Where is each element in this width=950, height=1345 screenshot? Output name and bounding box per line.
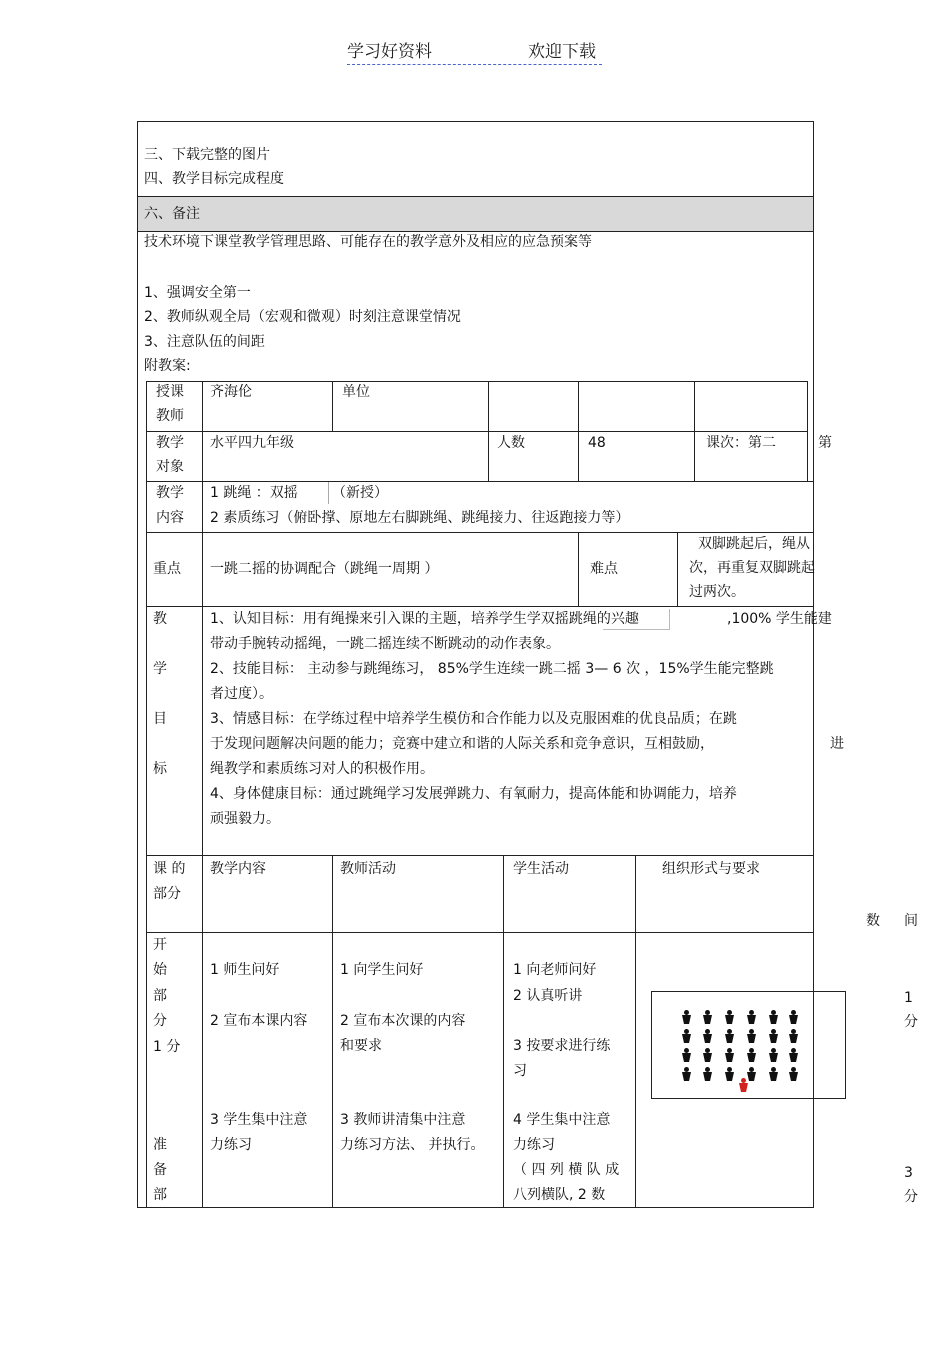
content-item: 2 宣布本课内容 <box>210 1013 308 1029</box>
col-part: 课 的 <box>153 861 186 877</box>
student-item: 1 向老师问好 <box>513 962 597 978</box>
student-figure <box>789 1010 798 1024</box>
part-prep: 备 <box>153 1162 167 1178</box>
object-label: 教学 <box>156 435 184 451</box>
header-right: 欢迎下载 <box>528 42 596 62</box>
session-overflow: 第 <box>818 435 832 451</box>
goal-line: 3、情感目标：在学练过程中培养学生模仿和合作能力以及克服困难的优良品质；在跳 <box>210 711 737 727</box>
teacher-item: 和要求 <box>340 1038 382 1054</box>
student-figure <box>747 1029 756 1043</box>
part-start: 始 <box>153 962 167 978</box>
goal-line: 绳教学和素质练习对人的积极作用。 <box>210 761 434 777</box>
student-figure <box>682 1048 691 1062</box>
goals-label: 标 <box>153 761 167 777</box>
student-figure <box>725 1029 734 1043</box>
time-prep: 分 <box>904 1189 918 1205</box>
student-figure <box>682 1010 691 1024</box>
time-start: 分 <box>904 1014 918 1030</box>
student-item: （ 四 列 横 队 成 <box>513 1162 620 1178</box>
goal-line: 于发现问题解决问题的能力；竞赛中建立和谐的人际关系和竞争意识，互相鼓励， <box>210 736 714 752</box>
student-figure <box>769 1048 778 1062</box>
teacher-name: 齐海伦 <box>210 384 252 400</box>
teacher-figure <box>739 1078 748 1092</box>
student-figure <box>725 1048 734 1062</box>
goal-line: 带动手腕转动摇绳，一跳二摇连续不断跳动的动作表象。 <box>210 636 560 652</box>
goal-line: 2、技能目标： 主动参与跳绳练习， 85%学生连续一跳二摇 3— 6 次 ，15%学生能完整跳 <box>210 661 774 677</box>
teacher-item: 3 教师讲清集中注意 <box>340 1112 466 1128</box>
attachment-label: 附教案: <box>144 358 191 374</box>
student-figure <box>703 1067 712 1081</box>
student-figure <box>725 1067 734 1081</box>
count-value: 48 <box>588 435 606 451</box>
goal-line: 者过度）。 <box>210 686 273 702</box>
remarks-heading: 六、备注 <box>144 206 200 222</box>
content-line: 2 素质练习（俯卧撑、原地左右脚跳绳、跳绳接力、往返跑接力等） <box>210 510 630 526</box>
content-label: 内容 <box>156 510 184 526</box>
part-start: 分 <box>153 1013 167 1029</box>
content-item: 3 学生集中注意 <box>210 1112 308 1128</box>
difficulty-line: 次，再重复双脚跳起 <box>689 560 815 576</box>
difficulty-label: 难点 <box>590 561 618 577</box>
teacher-item: 2 宣布本次课的内容 <box>340 1013 466 1029</box>
col-teacher: 教师活动 <box>340 861 396 877</box>
time-prep: 3 <box>904 1165 913 1181</box>
col-extra-time: 间 <box>904 913 918 929</box>
student-figure <box>703 1010 712 1024</box>
col-org: 组织形式与要求 <box>662 861 760 877</box>
col-part: 部分 <box>153 886 181 902</box>
student-figure <box>747 1048 756 1062</box>
student-item: 八列横队, 2 数 <box>513 1187 606 1203</box>
part-prep: 准 <box>153 1137 167 1153</box>
key-label: 重点 <box>153 561 181 577</box>
goals-label: 教 <box>153 611 167 627</box>
col-student: 学生活动 <box>513 861 569 877</box>
goals-label: 学 <box>153 661 167 677</box>
object-value: 水平四九年级 <box>210 435 294 451</box>
col-extra-count: 数 <box>866 913 880 929</box>
teacher-item: 力练习方法、 并执行。 <box>340 1137 485 1153</box>
goal-line: 顽强毅力。 <box>210 811 280 827</box>
student-item: 3 按要求进行练 <box>513 1038 611 1054</box>
student-item: 力练习 <box>513 1137 555 1153</box>
student-figure <box>769 1010 778 1024</box>
session-label: 课次：第二 <box>706 435 776 451</box>
teacher-label: 授课 <box>156 384 184 400</box>
student-item: 4 学生集中注意 <box>513 1112 611 1128</box>
content-item: 1 师生问好 <box>210 962 280 978</box>
col-content: 教学内容 <box>210 861 266 877</box>
student-item: 2 认真听讲 <box>513 988 583 1004</box>
content-label: 教学 <box>156 485 184 501</box>
header-underline <box>347 64 602 65</box>
header-left: 学习好资料 <box>347 42 432 62</box>
difficulty-line: 双脚跳起后，绳从 <box>698 536 810 552</box>
section-3: 三、下载完整的图片 <box>144 147 270 163</box>
part-start: 部 <box>153 988 167 1004</box>
object-label: 对象 <box>156 459 184 475</box>
student-figure <box>703 1029 712 1043</box>
student-figure <box>682 1029 691 1043</box>
student-figure <box>769 1067 778 1081</box>
formation-diagram <box>651 991 846 1099</box>
content-item: 力练习 <box>210 1137 252 1153</box>
goal-overflow: ,100% 学生能建 <box>727 611 832 627</box>
teacher-label: 教师 <box>156 408 184 424</box>
part-prep: 部 <box>153 1187 167 1203</box>
unit-label: 单位 <box>342 384 370 400</box>
remarks-item: 1、强调安全第一 <box>144 285 251 301</box>
student-figure <box>725 1010 734 1024</box>
content-line: 1 跳绳 ：双摇 <box>210 485 298 501</box>
content-line: （新授） <box>332 485 388 501</box>
time-start: 1 <box>904 990 913 1006</box>
count-label: 人数 <box>497 435 525 451</box>
goal-line: 1、认知目标：用有绳操来引入课的主题，培养学生学双摇跳绳的兴趣 <box>210 611 639 627</box>
student-figure <box>789 1048 798 1062</box>
student-figure <box>747 1010 756 1024</box>
student-figure <box>703 1048 712 1062</box>
student-figure <box>769 1029 778 1043</box>
goal-line: 4、身体健康目标：通过跳绳学习发展弹跳力、有氧耐力，提高体能和协调能力，培养 <box>210 786 737 802</box>
teacher-item: 1 向学生问好 <box>340 962 424 978</box>
section-4: 四、教学目标完成程度 <box>144 171 284 187</box>
student-figure <box>789 1029 798 1043</box>
student-figure <box>789 1067 798 1081</box>
difficulty-line: 过两次。 <box>689 584 745 600</box>
highlight-box <box>603 609 670 630</box>
goals-label: 目 <box>153 711 167 727</box>
remarks-heading-bg <box>138 197 813 231</box>
student-item: 习 <box>513 1063 527 1079</box>
student-figure <box>747 1067 756 1081</box>
key-value: 一跳二摇的协调配合（跳绳一周期 ） <box>210 561 439 577</box>
remarks-item: 3、注意队伍的间距 <box>144 334 265 350</box>
part-start: 1 分 <box>153 1039 181 1055</box>
remarks-intro: 技术环境下课堂教学管理思路、可能存在的教学意外及相应的应急预案等 <box>144 234 592 250</box>
goal-overflow: 进 <box>830 736 844 752</box>
part-start: 开 <box>153 937 167 953</box>
remarks-item: 2、教师纵观全局（宏观和微观）时刻注意课堂情况 <box>144 309 461 325</box>
student-figure <box>682 1067 691 1081</box>
